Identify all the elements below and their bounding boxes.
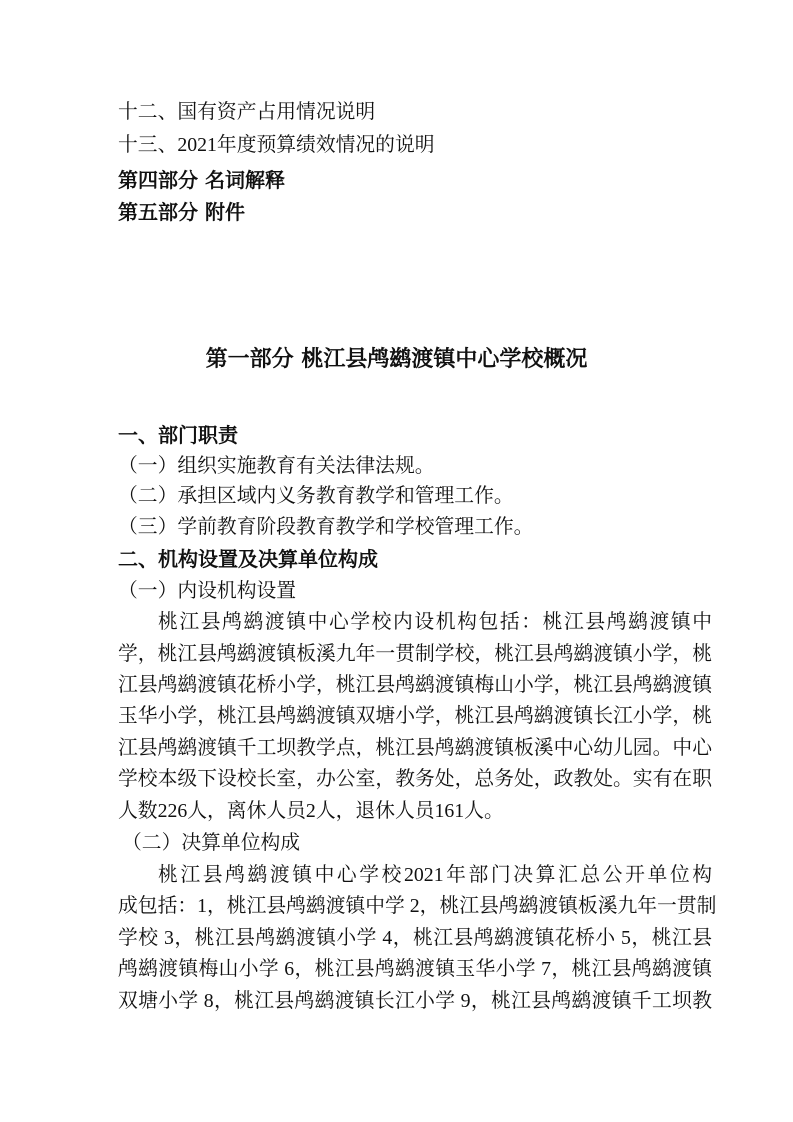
subheading-internal-structure: （一）内设机构设置	[118, 580, 297, 602]
paragraph-line: 人数226人，离休人员2人，退休人员161人。	[118, 800, 504, 822]
paragraph-line: 成包括：1，桃江县鸬鹚渡镇中学 2，桃江县鸬鹚渡镇板溪九年一贯制	[118, 895, 717, 917]
subheading-budget-units: （二）决算单位构成	[122, 832, 301, 854]
section2-heading: 二、机构设置及决算单位构成	[118, 547, 378, 571]
paragraph-line: 学校本级下设校长室，办公室，教务处，总务处，政教处。实有在职	[118, 768, 712, 790]
paragraph-line: 玉华小学，桃江县鸬鹚渡镇双塘小学，桃江县鸬鹚渡镇长江小学，桃	[118, 705, 712, 727]
paragraph-line: 鸬鹚渡镇梅山小学 6，桃江县鸬鹚渡镇玉华小学 7，桃江县鸬鹚渡镇	[118, 958, 712, 980]
paragraph-line: 学校 3，桃江县鸬鹚渡镇小学 4，桃江县鸬鹚渡镇花桥小 5，桃江县	[118, 927, 712, 949]
duty-item: （二）承担区域内义务教育教学和管理工作。	[118, 485, 514, 507]
toc-part-4: 第四部分 名词解释	[118, 168, 285, 192]
duty-item: （三）学前教育阶段教育教学和学校管理工作。	[118, 516, 534, 538]
toc-part-5: 第五部分 附件	[118, 200, 245, 224]
duty-item: （一）组织实施教育有关法律法规。	[118, 455, 435, 477]
toc-item-13: 十三、2021年度预算绩效情况的说明	[118, 134, 435, 156]
paragraph-line: 江县鸬鹚渡镇花桥小学，桃江县鸬鹚渡镇梅山小学，桃江县鸬鹚渡镇	[118, 674, 712, 696]
paragraph-line: 桃江县鸬鹚渡镇中心学校2021年部门决算汇总公开单位构	[158, 864, 712, 886]
toc-item-12: 十二、国有资产占用情况说明	[118, 101, 376, 123]
paragraph-line: 桃江县鸬鹚渡镇中心学校内设机构包括：桃江县鸬鹚渡镇中	[158, 611, 712, 633]
part1-title: 第一部分 桃江县鸬鹚渡镇中心学校概况	[205, 347, 588, 372]
paragraph-line: 江县鸬鹚渡镇千工坝教学点，桃江县鸬鹚渡镇板溪中心幼儿园。中心	[118, 737, 712, 759]
section1-heading: 一、部门职责	[118, 423, 238, 447]
paragraph-line: 学，桃江县鸬鹚渡镇板溪九年一贯制学校，桃江县鸬鹚渡镇小学，桃	[118, 643, 712, 665]
paragraph-line: 双塘小学 8，桃江县鸬鹚渡镇长江小学 9，桃江县鸬鹚渡镇千工坝教	[118, 990, 712, 1012]
